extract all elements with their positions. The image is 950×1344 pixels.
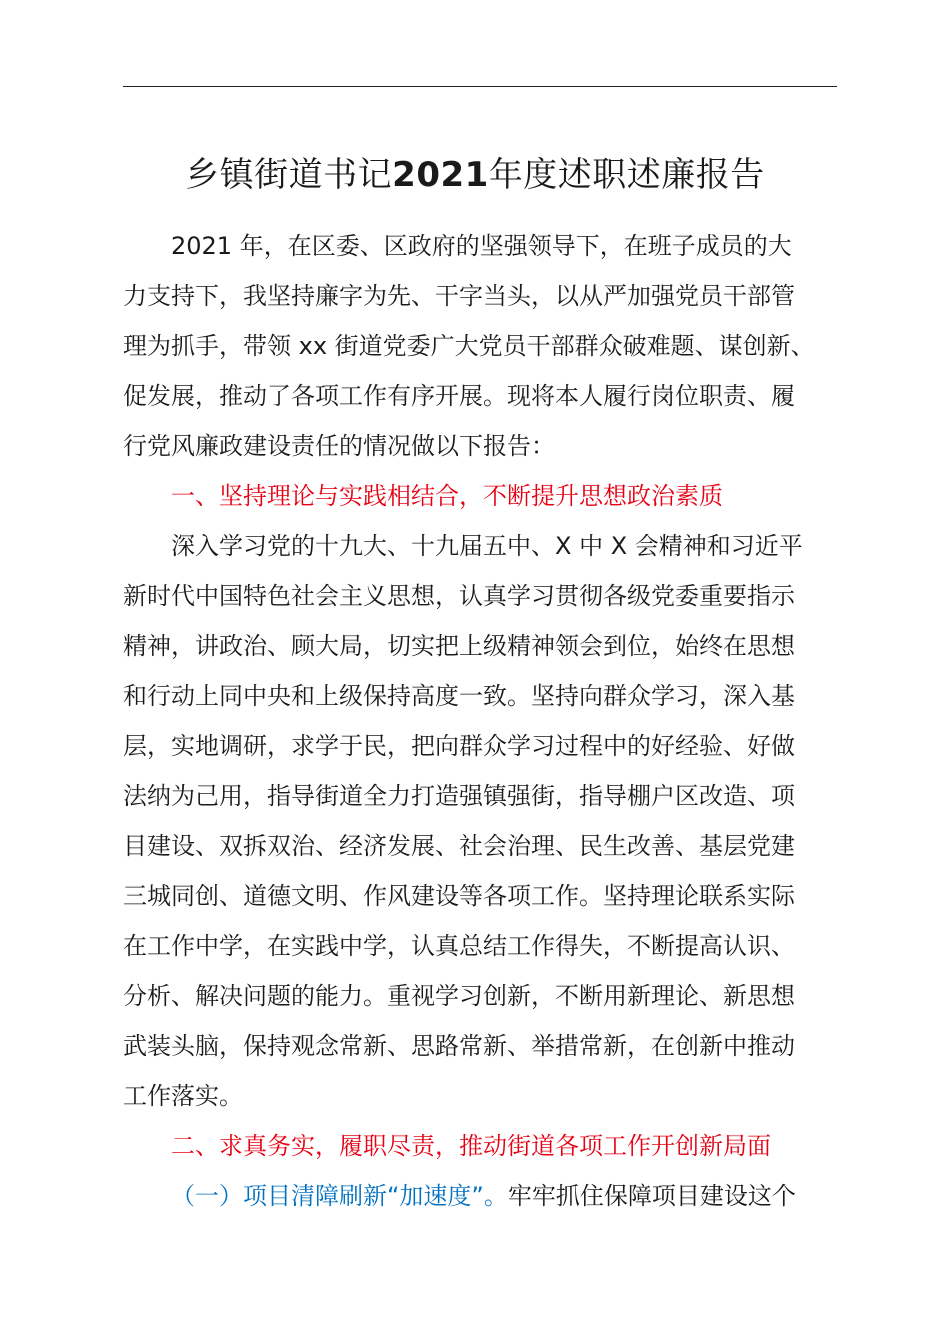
document-title [60,150,890,200]
paragraph-line: 法纳为己用，指导街道全力打造强镇强街，指导棚户区改造、项 [123,782,795,810]
paragraph-line: 精神，讲政治、顾大局，切实把上级精神领会到位，始终在思想 [123,632,795,660]
paragraph-line: 武装头脑，保持观念常新、思路常新、举措常新，在创新中推动 [123,1032,795,1060]
title-suffix: 年度述职述廉报告 [488,155,765,195]
subsection-text: 牢牢抓住保障项目建设这个 [507,1182,796,1210]
paragraph-line: 促发展，推动了各项工作有序开展。现将本人履行岗位职责、履 [123,382,795,410]
section-heading-2: 二、求真务实，履职尽责，推动街道各项工作开创新局面 [171,1132,771,1160]
paragraph-line: 和行动上同中央和上级保持高度一致。坚持向群众学习，深入基 [123,682,795,710]
paragraph-line: 2021 年，在区委、区政府的坚强领导下，在班子成员的大 [171,232,792,260]
paragraph-line: 三城同创、道德文明、作风建设等各项工作。坚持理论联系实际 [123,882,795,910]
section-heading-1: 一、坚持理论与实践相结合，不断提升思想政治素质 [171,482,723,510]
paragraph-line: 理为抓手，带领 xx 街道党委广大党员干部群众破难题、谋创新、 [123,332,815,360]
paragraph-line: 力支持下，我坚持廉字为先、干字当头，以从严加强党员干部管 [123,282,795,310]
paragraph-line: 目建设、双拆双治、经济发展、社会治理、民生改善、基层党建 [123,832,795,860]
title-prefix: 乡镇街道书记 [185,155,393,195]
paragraph-line: 工作落实。 [123,1082,243,1110]
paragraph-line: 深入学习党的十九大、十九届五中、X 中 X 会精神和习近平 [171,532,803,560]
paragraph-line: 行党风廉政建设责任的情况做以下报告： [123,432,555,460]
subsection-heading: （一）项目清障刷新“加速度”。 [171,1182,508,1210]
paragraph-line: 分析、解决问题的能力。重视学习创新，不断用新理论、新思想 [123,982,795,1010]
paragraph-line: 在工作中学，在实践中学，认真总结工作得失，不断提高认识、 [123,932,795,960]
paragraph-line: 新时代中国特色社会主义思想，认真学习贯彻各级党委重要指示 [123,582,795,610]
subsection-line [171,1176,796,1216]
paragraph-line: 层，实地调研，求学于民，把向群众学习过程中的好经验、好做 [123,732,795,760]
title-year: 2021 [392,155,489,195]
header-rule [123,86,837,87]
